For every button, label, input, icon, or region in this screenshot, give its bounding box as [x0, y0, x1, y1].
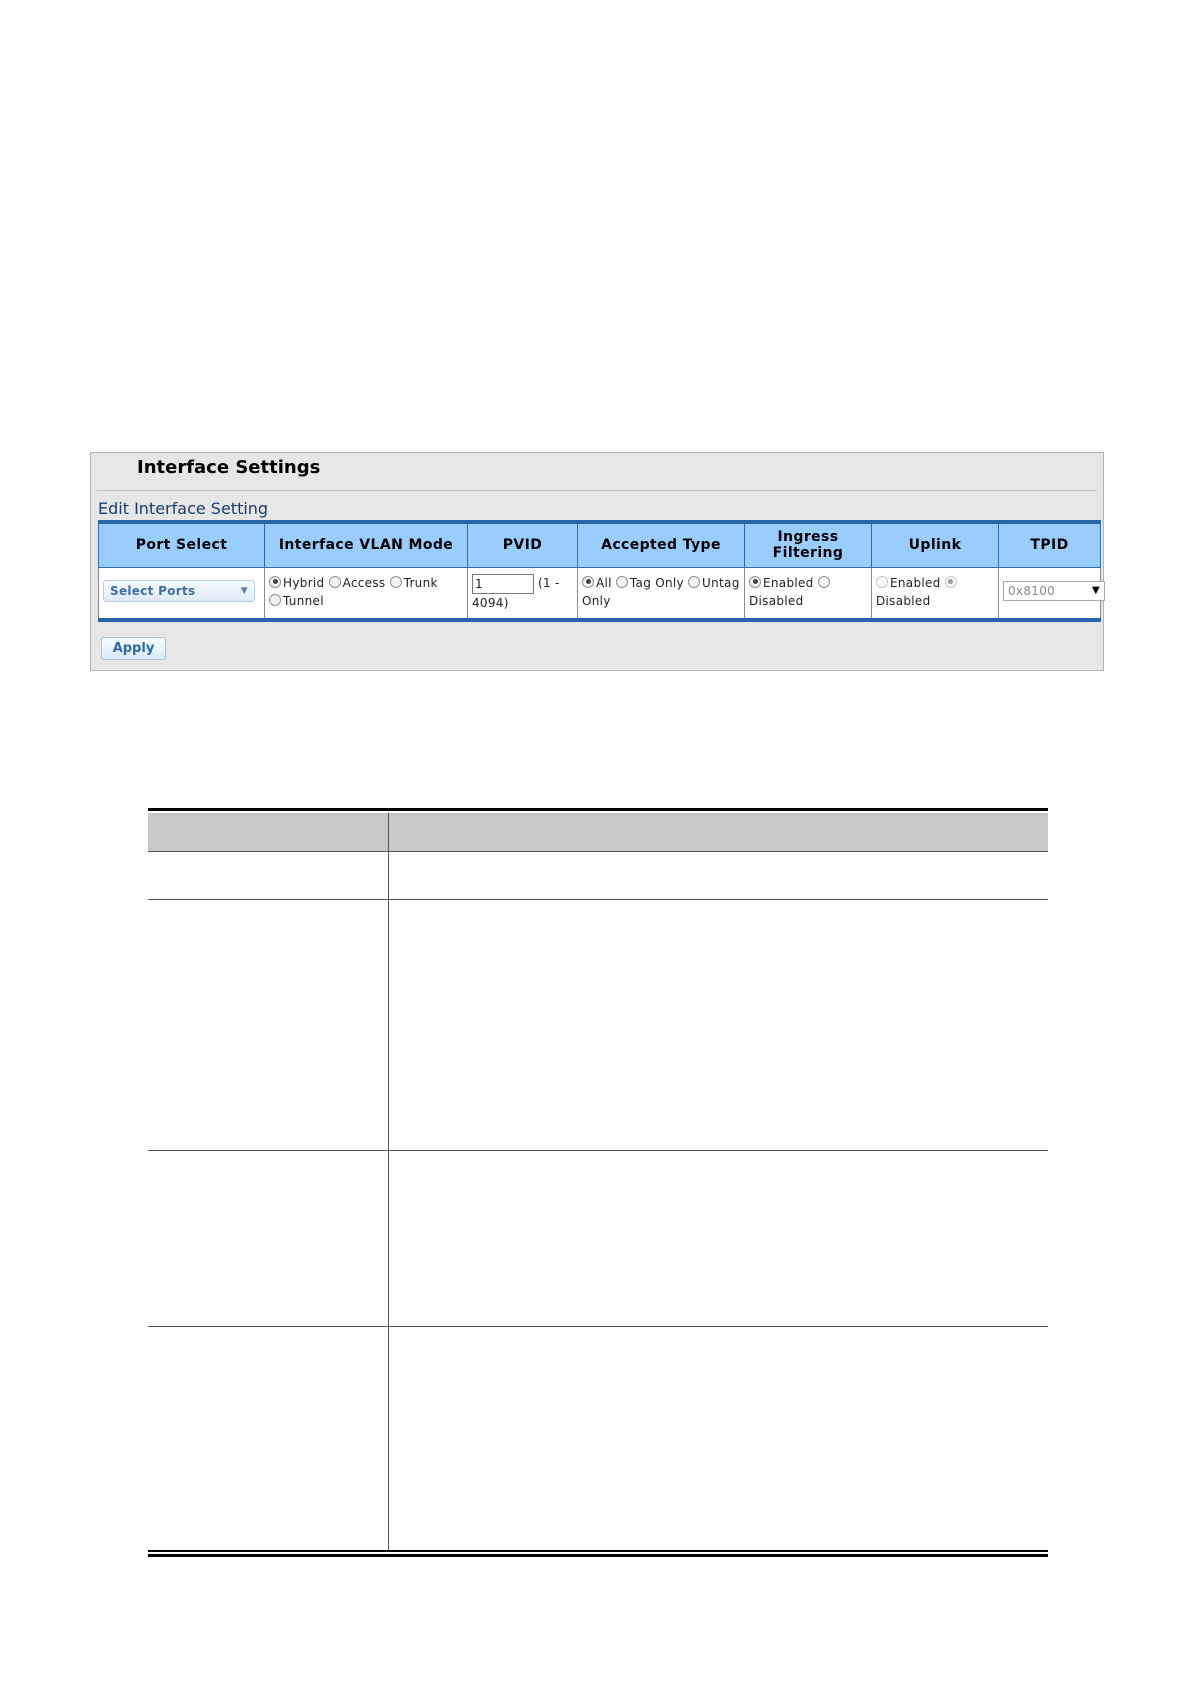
radio-label: Disabled: [749, 593, 804, 608]
radio-selected-icon: [582, 576, 594, 588]
tpid-dropdown: [1003, 581, 1105, 601]
radio-icon: [329, 576, 341, 588]
header-uplink: Uplink: [872, 522, 999, 567]
interface-setting-table: [98, 520, 1101, 622]
vlan-mode-tunnel-radio[interactable]: [269, 594, 324, 608]
pvid-range-label: (1 - 4094): [472, 575, 560, 610]
vlan-mode-access-radio[interactable]: [329, 576, 386, 590]
cell-uplink: [872, 567, 999, 620]
page-title: Interface Settings: [137, 457, 321, 478]
uplink-enabled-radio: [876, 576, 941, 590]
cell-tpid: [999, 567, 1101, 620]
port-select-value: Select Ports: [110, 583, 196, 598]
tpid-value: 0x8100: [1008, 583, 1056, 598]
radio-label: Tunnel: [283, 593, 324, 608]
radio-label: All: [596, 575, 612, 590]
cell-pvid: [468, 567, 578, 620]
description-header-row: [148, 813, 1048, 852]
ingress-enabled-radio[interactable]: [749, 576, 814, 590]
radio-label: Tag Only: [629, 575, 684, 590]
header-pvid: PVID: [468, 522, 578, 567]
radio-disabled-icon: [876, 576, 888, 588]
header-ingress-filtering: Ingress Filtering: [745, 522, 872, 567]
radio-selected-icon: [269, 576, 281, 588]
radio-label: Enabled: [890, 575, 941, 590]
table-bottom-border: [148, 1554, 1048, 1557]
accepted-type-all-radio[interactable]: [582, 576, 612, 590]
radio-label: Untag Only: [582, 575, 740, 608]
table-top-border: [148, 808, 1048, 811]
radio-icon: [688, 576, 700, 588]
radio-icon: [269, 594, 281, 606]
cell-port-select: [99, 567, 265, 620]
cell-accepted-type: [578, 567, 745, 620]
column-divider: [388, 813, 389, 1550]
radio-label: Access: [342, 575, 386, 590]
header-port-select: Port Select: [99, 522, 265, 567]
description-table-frame: [148, 808, 1048, 1557]
radio-label: Disabled: [876, 593, 931, 608]
radio-label: Enabled: [763, 575, 814, 590]
radio-label: Trunk: [403, 575, 438, 590]
vlan-mode-trunk-radio[interactable]: [390, 576, 438, 590]
interface-settings-panel: [90, 452, 1104, 671]
triangle-down-icon: ▼: [1092, 584, 1100, 596]
table-row: [99, 567, 1101, 620]
pvid-input[interactable]: 1: [472, 574, 534, 594]
chevron-down-icon: ▼: [240, 585, 248, 596]
radio-label: Hybrid: [283, 575, 325, 590]
table-header-row: [99, 522, 1101, 567]
row-divider: [148, 899, 1048, 900]
header-accepted-type: Accepted Type: [578, 522, 745, 567]
port-select-dropdown[interactable]: [103, 580, 255, 602]
header-tpid: TPID: [999, 522, 1101, 567]
title-divider: [97, 490, 1097, 491]
radio-disabled-selected-icon: [945, 576, 957, 588]
section-title: Edit Interface Setting: [98, 499, 269, 518]
row-divider: [148, 1150, 1048, 1151]
radio-selected-icon: [749, 576, 761, 588]
radio-icon: [818, 576, 830, 588]
cell-vlan-mode: [265, 567, 468, 620]
header-vlan-mode: Interface VLAN Mode: [265, 522, 468, 567]
apply-button[interactable]: Apply: [101, 637, 166, 660]
radio-icon: [390, 576, 402, 588]
row-divider: [148, 1326, 1048, 1327]
vlan-mode-hybrid-radio[interactable]: [269, 576, 324, 590]
cell-ingress-filtering: [745, 567, 872, 620]
table-bottom-border: [148, 1550, 1048, 1552]
radio-icon: [616, 576, 628, 588]
accepted-type-tag-only-radio[interactable]: [616, 576, 684, 590]
